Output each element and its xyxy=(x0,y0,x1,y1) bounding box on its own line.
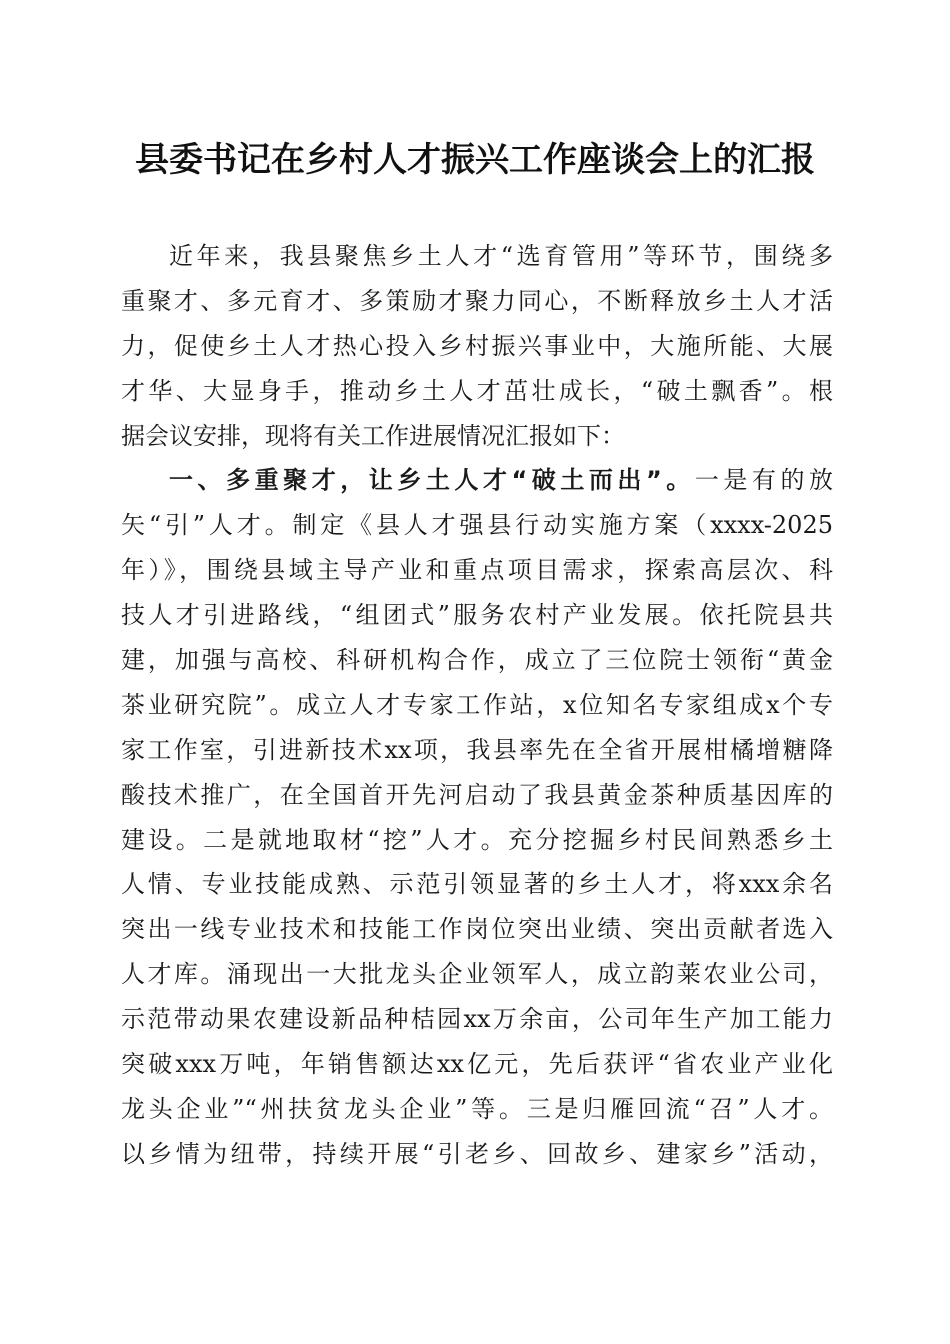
text-line: 酸技术推广，在全国首开先河启动了我县黄金茶种质基因库的 xyxy=(121,780,833,809)
text-line: 近年来，我县聚焦乡土人才“选育管用”等环节，围绕多 xyxy=(169,242,833,270)
text-line: 技人才引进路线，“组团式”服务农村产业发展。依托院县共 xyxy=(121,601,833,630)
section-heading: 一、多重聚才，让乡土人才“破土而出”。 xyxy=(169,466,695,495)
text-line: 以乡情为纽带，持续开展“引老乡、回故乡、建家乡”活动， xyxy=(121,1139,833,1168)
text-line: 龙头企业”“州扶贫龙头企业”等。三是归雁回流“召”人才。 xyxy=(121,1094,833,1123)
text-line: 力，促使乡土人才热心投入乡村振兴事业中，大施所能、大展 xyxy=(121,331,833,360)
text-line: 人情、专业技能成熟、示范引领显著的乡土人才，将xxx余名 xyxy=(121,870,833,899)
text-line: 建，加强与高校、科研机构合作，成立了三位院士领衔“黄金 xyxy=(121,646,833,675)
text-line: 家工作室，引进新技术xx项，我县率先在全省开展柑橘增糖降 xyxy=(121,735,833,764)
section-heading-line-rest: 一是有的放 xyxy=(694,466,834,495)
text-line: 据会议安排，现将有关工作进展情况汇报如下： xyxy=(121,421,625,450)
text-line: 重聚才、多元育才、多策励才聚力同心，不断释放乡土人才活 xyxy=(121,286,833,315)
text-line: 矢“引”人才。制定《县人才强县行动实施方案（xxxx-2025 xyxy=(121,511,833,540)
text-line: 突出一线专业技术和技能工作岗位突出业绩、突出贡献者选入 xyxy=(121,915,833,944)
text-line: 建设。二是就地取材“挖”人才。充分挖掘乡村民间熟悉乡土 xyxy=(121,825,833,854)
document-body xyxy=(121,234,833,1177)
text-line: 茶业研究院”。成立人才专家工作站，x位知名专家组成x个专 xyxy=(121,690,833,719)
document-title: 县委书记在乡村人才振兴工作座谈会上的汇报 xyxy=(135,140,815,180)
text-line: 人才库。涌现出一大批龙头企业领军人，成立韵莱农业公司， xyxy=(121,960,833,989)
section-heading-line xyxy=(121,458,833,503)
text-line: 突破xxx万吨，年销售额达xx亿元，先后获评“省农业产业化 xyxy=(121,1050,833,1079)
text-line: 才华、大显身手，推动乡土人才茁壮成长，“破土飘香”。根 xyxy=(121,376,833,405)
text-line: 年）》，围绕县域主导产业和重点项目需求，探索高层次、科 xyxy=(121,556,833,585)
text-line: 示范带动果农建设新品种桔园xx万余亩，公司年生产加工能力 xyxy=(121,1005,833,1034)
